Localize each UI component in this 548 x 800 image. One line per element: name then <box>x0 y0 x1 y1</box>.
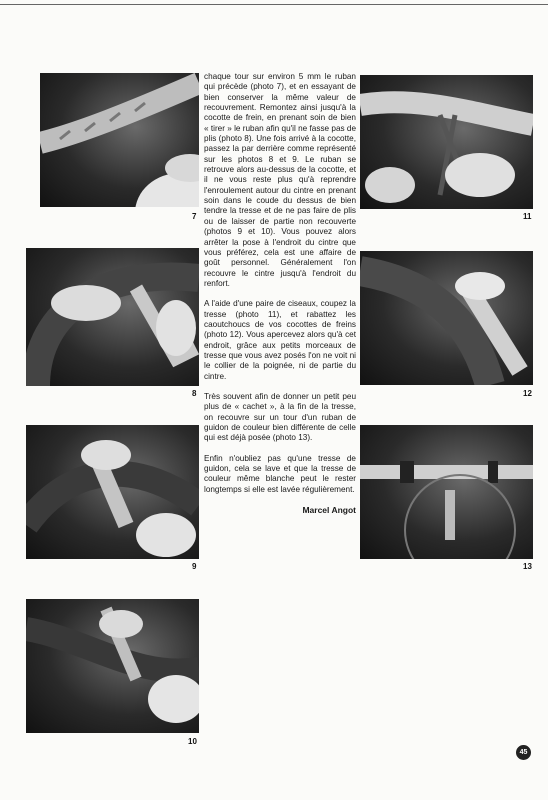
tape-wrap-image <box>26 425 199 559</box>
rubber-hood-image <box>360 251 533 385</box>
brake-lever-image <box>26 248 199 386</box>
paragraph-3: Très souvent afin de donner un petit peu plus de « cachet », à la fin de la tresse, on recouvre sur un tour d'un ruban de guidon de couleur bien différente de celle qui est déjà posée (photo 13). <box>204 391 356 443</box>
photo-8 <box>26 248 199 386</box>
photo-9-number: 9 <box>192 562 197 571</box>
photo-11 <box>360 75 533 209</box>
tape-finish-image <box>26 599 199 733</box>
photo-7-number: 7 <box>192 212 197 221</box>
page-number: 45 <box>516 745 531 760</box>
author: Marcel Angot <box>302 505 356 516</box>
photo-7 <box>40 73 199 207</box>
paragraph-2: A l'aide d'une paire de ciseaux, coupez la tresse (photo 11), et rabattez les caoutchoucs de vos cocottes de freins (photo 12). Vous apercevez alors qu'à cet endroit, grâce aux petits morceaux de tresse que vous avez posés l'on ne voit ni le collier de la poignée, ni de partie du cintre. <box>204 299 356 381</box>
photo-8-number: 8 <box>192 389 197 398</box>
paragraph-1: chaque tour sur environ 5 mm le ruban qui précède (photo 7), et en essayant de bien conserver la même valeur de recouvrement. Remontez ainsi jusqu'à la cocotte de frein, en prenant soin de bien « tirer » le ruban afin qu'il ne fasse pas de plis (photo 8). Une fois arrivé à la cocotte, passez la par derrière comme représenté sur les photos 8 et 9. Le ruban se retrouve alors au-dessus de la cocotte, et il ne vous reste plus qu'à reprendre l'enroulement autour du cintre en prenant soin dans le coude du dessus de bien tendre la tresse et de ne pas faire de plis ou de laisser de partie non recouverte (photos 9 et 10). Vous pouvez alors arrêter la pose à l'endroit du cintre que vous préférez, cela est une affaire de goût personnel. Généralement l'on recouvre le cintre jusqu'à l'endroit du renfort. <box>204 72 356 288</box>
photo-13 <box>360 425 533 559</box>
paragraph-4: Enfin n'oubliez pas qu'une tresse de guidon, cela se lave et que la tresse de couleur même blanche peut le rester longtemps si elle est lavée régulièrement. <box>204 453 356 494</box>
handlebar-tape-image <box>40 73 199 207</box>
top-rule <box>0 4 548 5</box>
photo-10-number: 10 <box>188 737 197 746</box>
article-text <box>204 72 356 515</box>
scissors-cut-image <box>360 75 533 209</box>
photo-9 <box>26 425 199 559</box>
finished-handlebar-image <box>360 425 533 559</box>
photo-12 <box>360 251 533 385</box>
photo-13-number: 13 <box>523 562 532 571</box>
photo-10 <box>26 599 199 733</box>
photo-11-number: 11 <box>523 212 532 221</box>
photo-12-number: 12 <box>523 389 532 398</box>
